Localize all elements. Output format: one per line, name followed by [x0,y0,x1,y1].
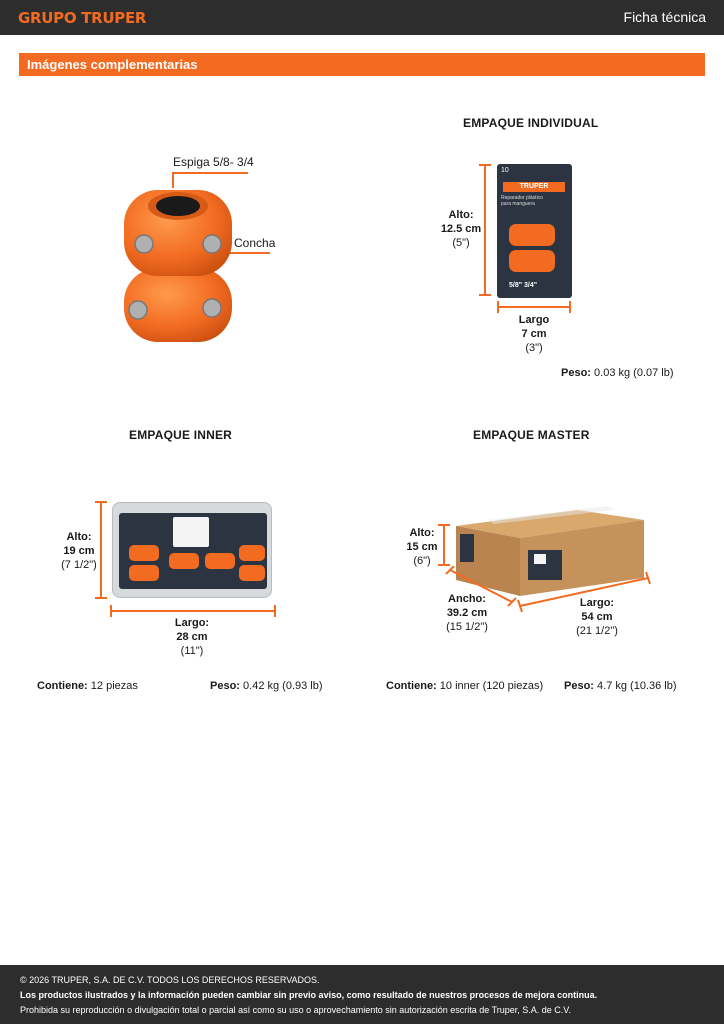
dimension-line-largo [110,610,276,612]
footer-legal: Prohibida su reproducción o divulgación total o parcial así como su uso o aprovechamiento sin autorización escrita de Truper, S.A. de C.V. [20,1005,571,1015]
individual-package-image: 10 TRUPER Reparador plástico para manguera 5/8" 3/4" [497,164,572,298]
inner-contiene: Contiene: 12 piezas [37,680,138,692]
master-heading: EMPAQUE MASTER [473,428,590,442]
dimension-line-alto [100,501,102,599]
master-peso: Peso: 4.7 kg (10.36 lb) [564,680,677,692]
dimension-cap [95,501,107,503]
dimension-line-alto [443,524,445,566]
master-ancho: Ancho: 39.2 cm (15 1/2") [446,593,488,633]
dimension-cap [497,301,499,313]
section-header [19,53,705,76]
callout-espiga: Espiga 5/8- 3/4 [173,155,254,169]
callout-line [172,172,248,174]
footer-bar [0,965,724,1024]
master-alto: Alto: 15 cm (6") [406,527,438,567]
dimension-cap [274,605,276,617]
dimension-line-alto [484,164,486,296]
individual-heading: EMPAQUE INDIVIDUAL [463,116,599,130]
doc-type-title: Ficha técnica [623,9,706,25]
dimension-line-largo [497,306,571,308]
master-largo: Largo: 54 cm (21 1/2") [576,597,618,637]
dimension-cap [110,605,112,617]
dimension-cap [479,164,491,166]
inner-peso: Peso: 0.42 kg (0.93 lb) [210,680,323,692]
package-brand-label: TRUPER [503,182,565,192]
individual-peso: Peso: 0.03 kg (0.07 lb) [561,367,674,379]
inner-largo: Largo: 28 cm (11") [174,617,210,657]
brand-logo: GRUPO TRUPER [18,9,147,27]
hose-mender-image [118,180,238,346]
header-bar [0,0,724,35]
master-contiene: Contiene: 10 inner (120 piezas) [386,680,544,692]
individual-alto: Alto: 12.5 cm (5") [440,209,482,249]
callout-concha: Concha [234,236,276,250]
inner-alto: Alto: 19 cm (7 1/2") [61,531,97,571]
individual-largo: Largo 7 cm (3") [518,314,550,354]
dimension-cap [95,597,107,599]
inner-package-image [112,502,272,598]
footer-notice: Los productos ilustrados y la información pueden cambiar sin previo aviso, como resultado de nuestros procesos de mejora continua. [20,990,598,1000]
dimension-cap [479,294,491,296]
section-title: Imágenes complementarias [27,57,198,72]
footer-copyright: © 2026 TRUPER, S.A. DE C.V. TODOS LOS DERECHOS RESERVADOS. [20,975,320,985]
dimension-cap [569,301,571,313]
inner-heading: EMPAQUE INNER [129,428,233,442]
